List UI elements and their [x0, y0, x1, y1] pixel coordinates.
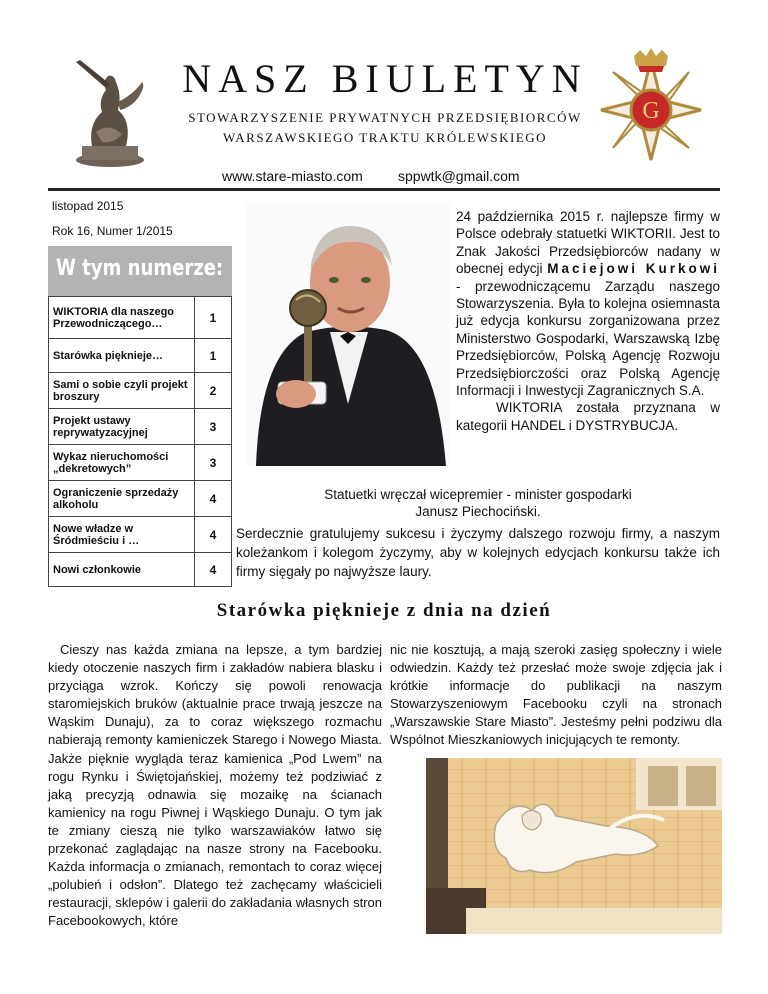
- article-heading: Starówka pięknieje z dnia na dzień: [216, 600, 552, 621]
- award-presenter-text: [236, 486, 720, 521]
- svg-text:G: G: [642, 98, 660, 124]
- toc-row[interactable]: [49, 553, 232, 587]
- tenement-lion-photo: [426, 758, 722, 934]
- toc-item-page: 4: [195, 517, 232, 553]
- toc-heading-box: [48, 246, 232, 296]
- toc-row[interactable]: [49, 517, 232, 553]
- toc-row[interactable]: [49, 445, 232, 481]
- toc-item-page: 1: [195, 297, 232, 339]
- toc-item-title: Projekt ustawy reprywatyzacyjnej: [49, 409, 195, 445]
- toc-row[interactable]: [49, 373, 232, 409]
- toc-row[interactable]: [49, 297, 232, 339]
- toc-item-title: Ograniczenie sprzedaży alkoholu: [49, 481, 195, 517]
- table-of-contents: [48, 296, 232, 587]
- association-name-line1: STOWARZYSZENIE PRYWATNYCH PRZEDSIĘBIORCÓW: [188, 110, 582, 125]
- header-divider: [48, 188, 720, 191]
- newsletter-title: NASZ BIULETYN: [182, 56, 588, 101]
- toc-heading: W tym numerze:: [56, 256, 224, 281]
- article-column-left: Cieszy nas każda zmiana na lepsze, a tym bardziej kiedy otoczenie naszych firm i zakładów nabiera blasku i przyciąga wzrok. Kończy się powoli renowacja staromiejskich bruków (aktualnie prace trwają jeszcze na Wąskim Dunaju), za to coraz większego rozmachu nabierają remonty kamieniczek Starego i Nowego Miasta. Jakże pięknie wygląda teraz kamienica „Pod Lwem” na rogu Rynku i Świętojańskiej, możemy też podziwiać z jaką precyzją odnawia się mozaikę na ścianach kamienicy na rogu Piwnej i Wąskiego Dunaju. O tym jak te zmiany cieszą nie tylko warszawiaków łatwo się przekonać zaglądając na nasze strony na Facebooku. Każda informacja o zmianach, remontach to coraz więcej „polubień i odsłon”. Dlatego też zachęcamy właścicieli restauracji, sklepów i galerii do zakładania własnych stron Facebookowych, które: [48, 642, 382, 929]
- toc-row[interactable]: [49, 481, 232, 517]
- email-link[interactable]: sppwtk@gmail.com: [398, 168, 520, 184]
- issue-date: listopad 2015: [52, 199, 124, 213]
- lead-article-intro: 24 października 2015 r. najlepsze firmy w Polsce odebrały statuetki WIKTORII. Jest to Znak Jakości Przedsiębiorców nadany w obecnej edycji: [456, 209, 720, 277]
- toc-item-title: Starówka pięknieje…: [49, 339, 195, 373]
- lead-article-body: - przewodniczącemu Zarządu naszego Stowarzyszenia. Była to kolejna osiemnasta już edycja konkursu zorganizowana przez Ministerstwo Gospodarki, Warszawską Izbę Przedsiębiorców, Polską Agencję Rozwoju Przedsiębiorczości oraz Polską Agencję Informacji i Inwestycji Zagranicznych S.A.: [456, 278, 720, 399]
- toc-row[interactable]: [49, 409, 232, 445]
- toc-item-title: Wykaz nieruchomości „dekretowych”: [49, 445, 195, 481]
- website-link[interactable]: www.stare-miasto.com: [222, 168, 363, 184]
- article-column-right: nic nie kosztują, a mają szeroki zasięg społeczny i wiele odwiedzin. Każdy też przesłać może swoje zdjęcia jak i krótkie informacje do publikacji na naszym Stowarzyszeniowym Facebooku czyli na stronach „Warszawskie Stare Miasto”. Jesteśmy pełni podziwu dla Wspólnot Mieszkaniowych inicjujących te remonty.: [390, 642, 722, 748]
- presenter-line2: Janusz Piechociński.: [415, 504, 541, 520]
- mermaid-statue-image: [62, 52, 158, 168]
- toc-item-page: 3: [195, 445, 232, 481]
- toc-item-title: Nowi członkowie: [49, 553, 195, 587]
- toc-item-page: 2: [195, 373, 232, 409]
- award-winner-photo: [246, 204, 450, 466]
- toc-item-page: 4: [195, 553, 232, 587]
- laureate-name: Maciejowi Kurkowi: [547, 261, 720, 277]
- toc-row[interactable]: [49, 339, 232, 373]
- lead-article-paragraph: [456, 208, 720, 434]
- toc-item-title: Sami o sobie czyli projekt broszury: [49, 373, 195, 409]
- congratulations-paragraph: Serdecznie gratulujemy sukcesu i życzymy dalszego rozwoju firmy, a naszym koleżankom i kolegom życzymy, aby w kolejnych edycjach konkursu także ich firmy sięgały po najwyższe laury.: [236, 526, 720, 579]
- award-category-text: WIKTORIA została przyznana w kategorii HANDEL i DYSTRYBUCJA.: [456, 400, 720, 433]
- toc-item-title: Nowe władze w Śródmieściu i …: [49, 517, 195, 553]
- association-crest-image: [596, 48, 706, 168]
- toc-item-page: 4: [195, 481, 232, 517]
- issue-number: Rok 16, Numer 1/2015: [52, 224, 173, 238]
- association-name-line2: WARSZAWSKIEGO TRAKTU KRÓLEWSKIEGO: [222, 130, 548, 145]
- toc-item-page: 3: [195, 409, 232, 445]
- toc-item-page: 1: [195, 339, 232, 373]
- presenter-line1: Statuetki wręczał wicepremier - minister gospodarki: [324, 487, 632, 502]
- toc-item-title: WIKTORIA dla naszego Przewodniczącego…: [49, 297, 195, 339]
